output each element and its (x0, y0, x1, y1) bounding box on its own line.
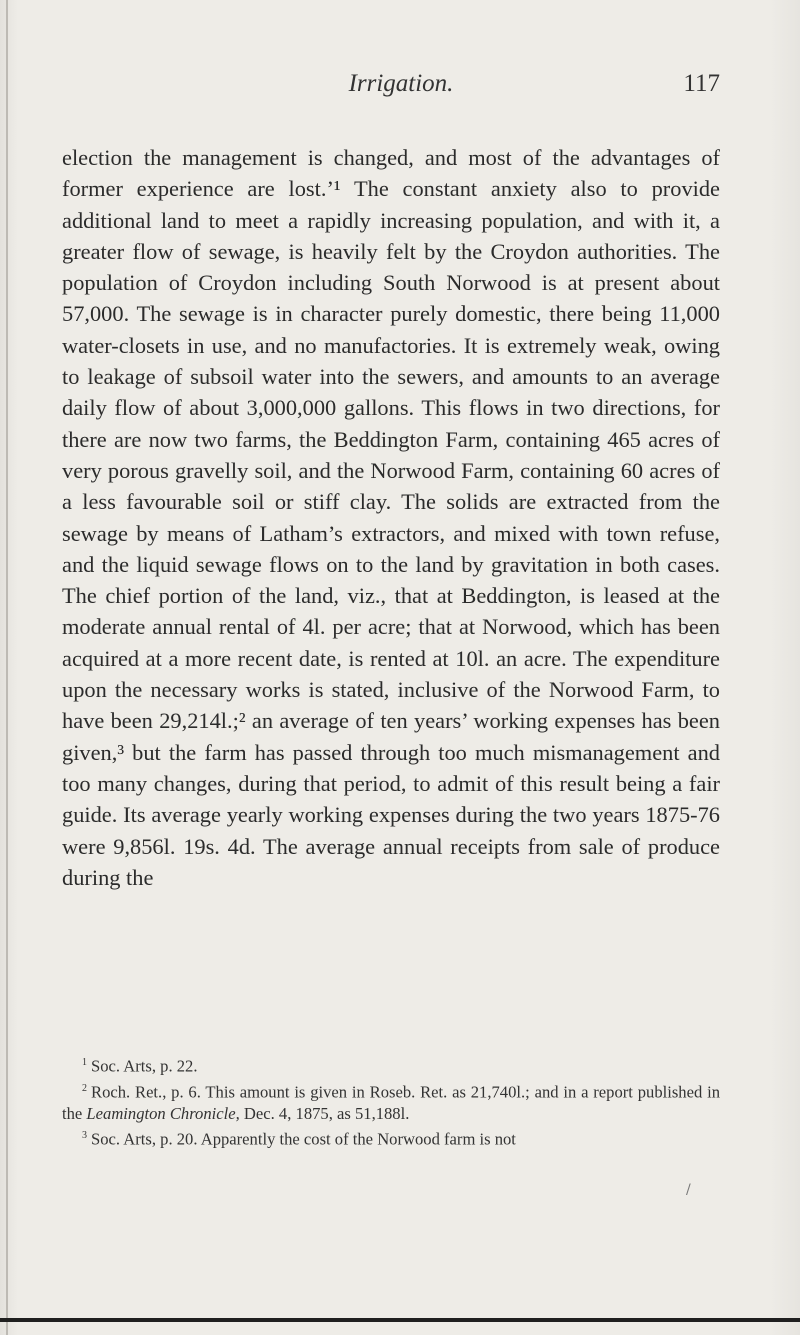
footnote-2 (62, 1078, 720, 1126)
footnotes (62, 1052, 720, 1151)
footnote-citation-title: Leamington Chronicle, (86, 1104, 240, 1124)
footnote-text: Soc. Arts, p. 22. (91, 1056, 198, 1076)
footnote-number: 2 (82, 1082, 87, 1094)
footnote-number: 1 (82, 1057, 87, 1068)
scan-bottom-edge (0, 1318, 800, 1322)
footnote-text: Roch. Ret., p. 6. This amount is given in Roseb. Ret. as 21,740l.; and in a report published in the (62, 1082, 720, 1124)
page-header (62, 70, 720, 110)
footnote-1 (62, 1052, 720, 1078)
page-number: 117 (683, 70, 720, 97)
body-paragraph: election the management is changed, and most of the advantages of former experience are lost.’¹ The constant anxiety also to provide additional land to meet a rapidly increasing population, and with it, a greater flow of sewage, is heavily felt by the Croydon authorities. The population of Croydon including South Norwood is at present about 57,000. The sewage is in character purely domestic, there being 11,000 water-closets in use, and no manufactories. It is extremely weak, owing to leakage of subsoil water into the sewers, and amounts to an average daily flow of about 3,000,000 gallons. This flows in two directions, for there are now two farms, the Beddington Farm, containing 465 acres of very porous gravelly soil, and the Norwood Farm, containing 60 acres of a less favourable soil or stiff clay. The solids are extracted from the sewage by means of Latham’s extractors, and mixed with town refuse, and the liquid sewage flows on to the land by gravitation in both cases. The chief portion of the land, viz., that at Beddington, is leased at the moderate annual rental of 4l. per acre; that at Norwood, which has been acquired at a more recent date, is rented at 10l. an acre. The expenditure upon the necessary works is stated, inclusive of the Norwood Farm, to have been 29,214l.;² an average of ten years’ working expenses has been given,³ but the farm has passed through too much mismanagement and too many changes, during that period, to admit of this result being a fair guide. Its average yearly working expenses during the two years 1875-76 were 9,856l. 19s. 4d. The average annual receipts from sale of produce during the (62, 145, 720, 890)
footnote-number: 3 (82, 1130, 87, 1142)
footnote-separator (62, 1038, 720, 1039)
footnote-3 (62, 1125, 720, 1151)
footnote-text: Soc. Arts, p. 20. Apparently the cost of the Norwood farm is not (91, 1129, 516, 1149)
stray-pencil-mark: / (686, 1182, 691, 1198)
binding-gutter (6, 0, 8, 1335)
footnote-text-continued: Dec. 4, 1875, as 51,188l. (239, 1104, 410, 1124)
running-title: Irrigation. (348, 70, 454, 97)
